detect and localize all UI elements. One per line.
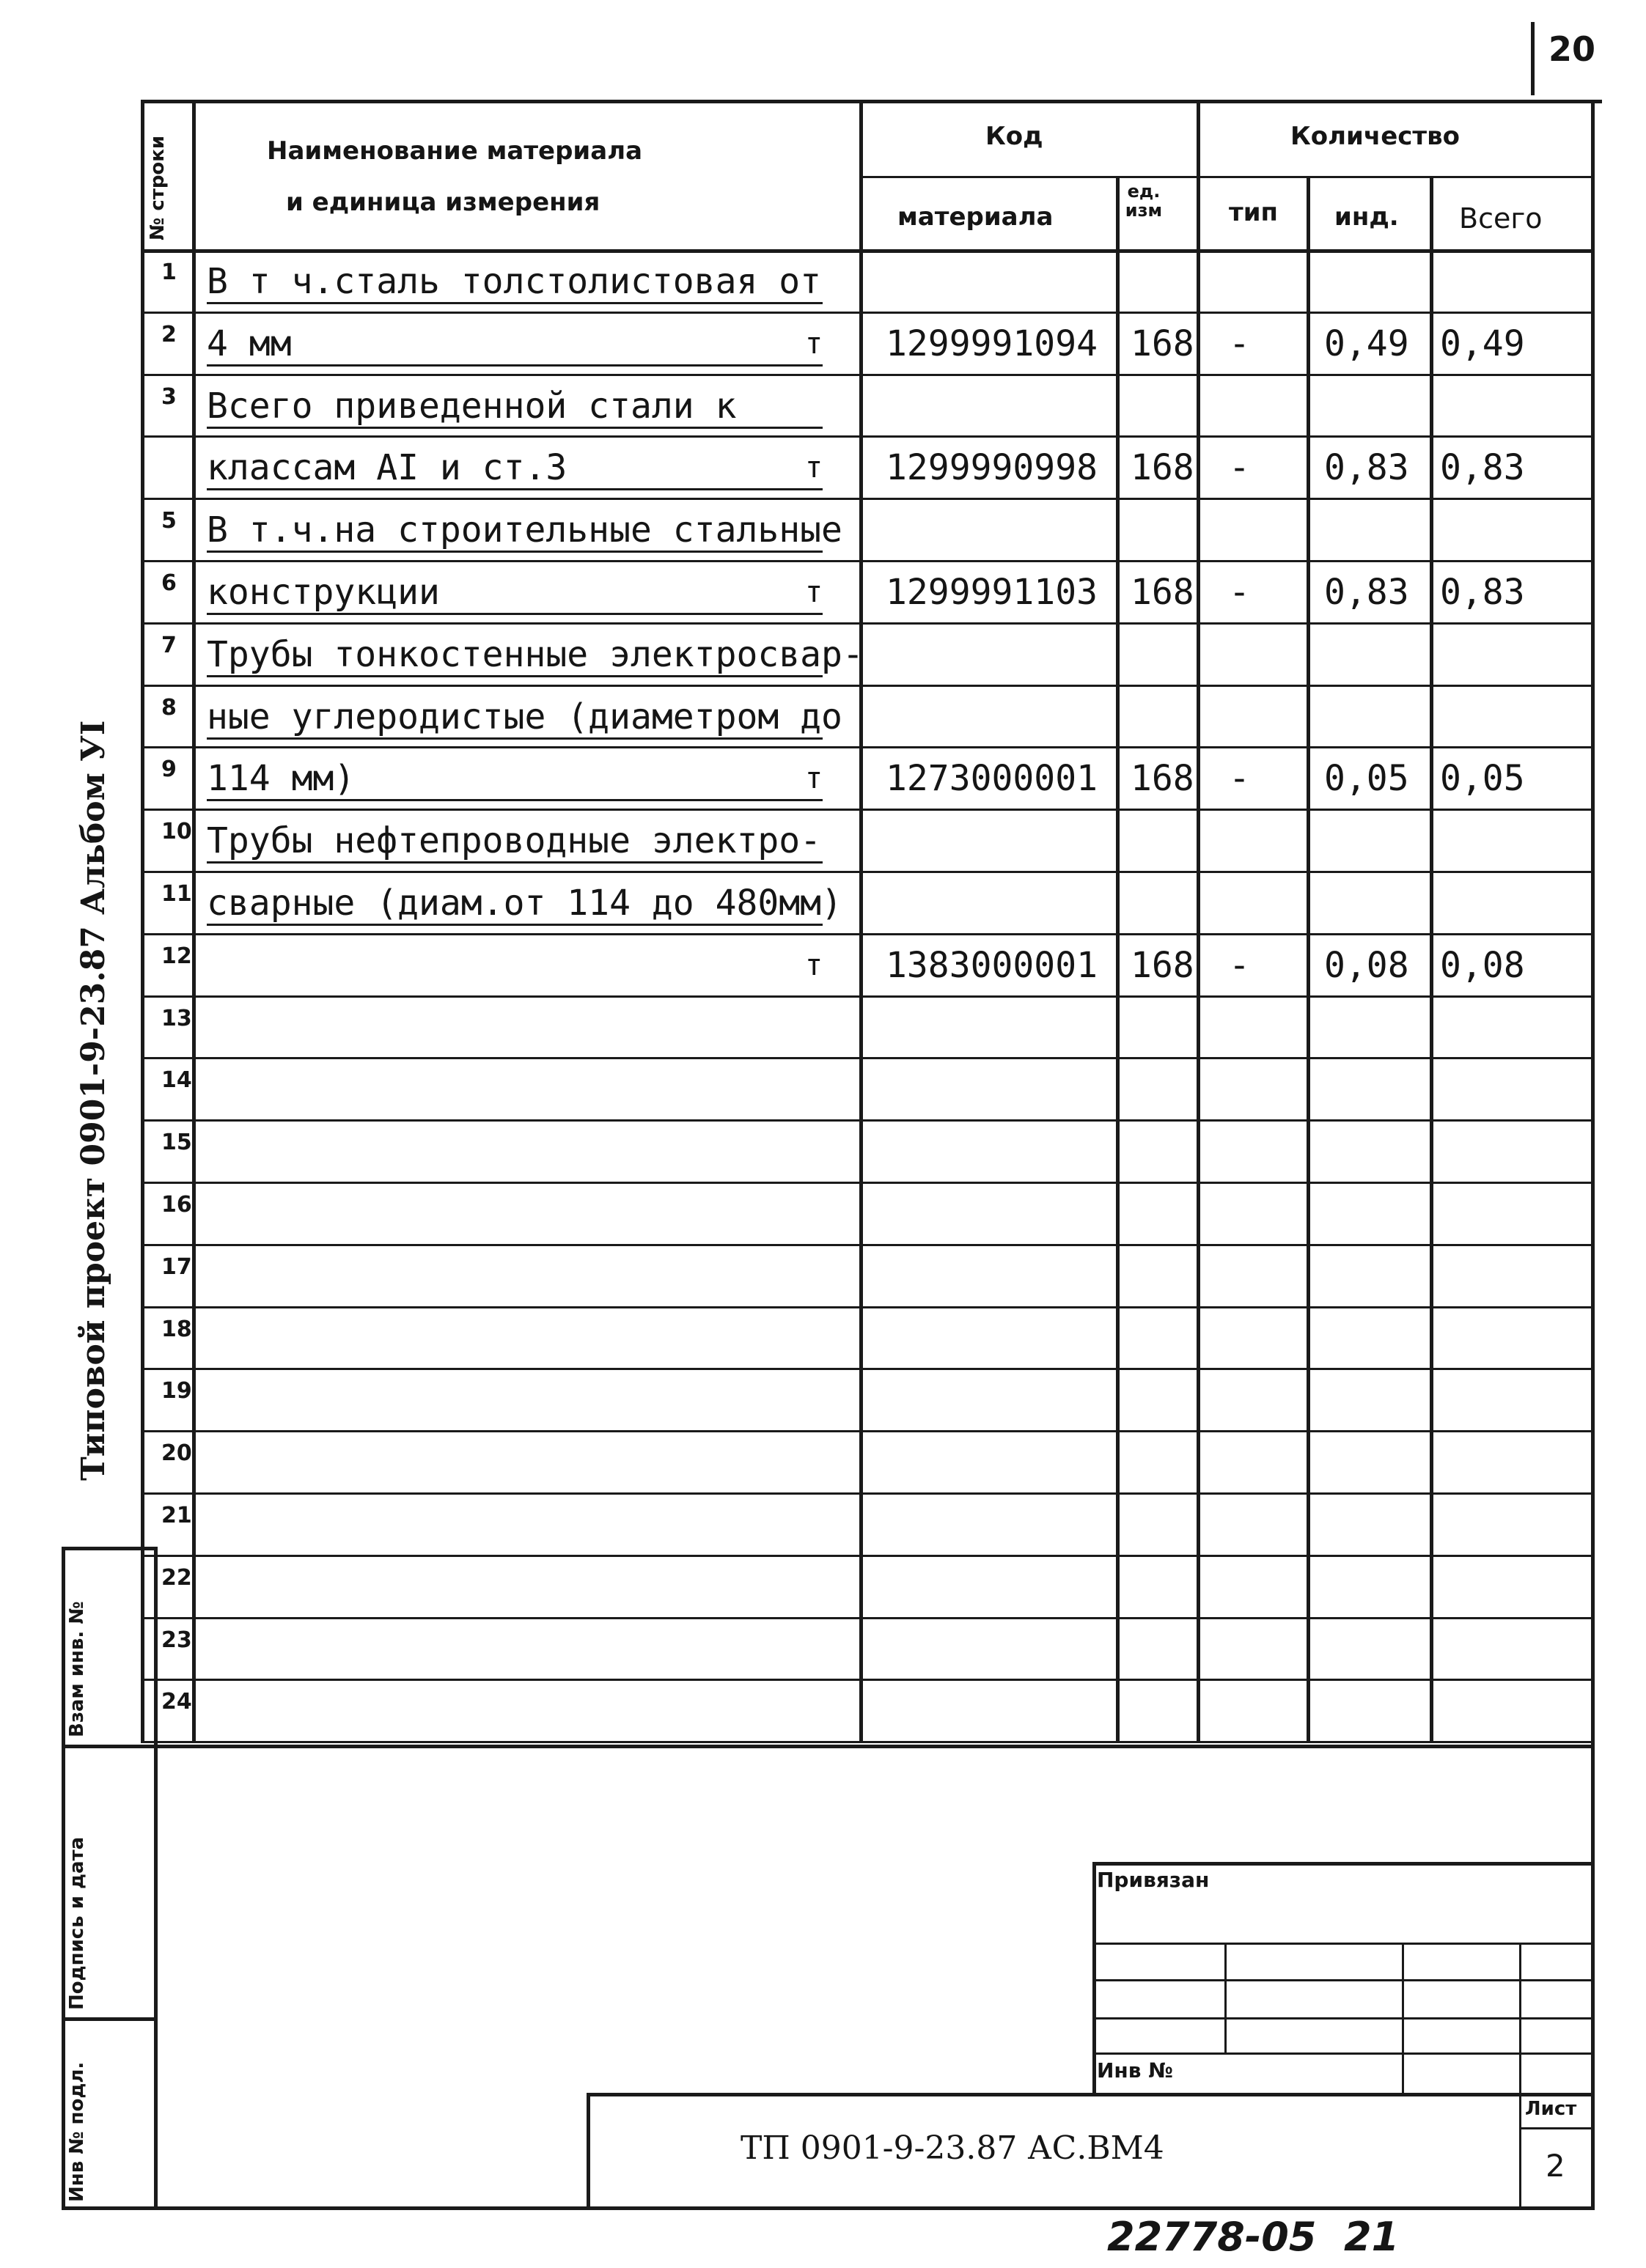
row-number: 10: [161, 819, 192, 845]
row-number: 24: [161, 1689, 192, 1715]
material-name: сварные (диам.от 114 до 480мм): [207, 883, 842, 924]
material-name: 114 мм): [207, 758, 356, 800]
cell-ed: 168: [1131, 572, 1194, 613]
header-qty-ind: инд.: [1334, 202, 1399, 232]
column-divider: [1116, 176, 1120, 1741]
name-underline: [207, 364, 823, 367]
row-divider: [141, 374, 1595, 376]
row-number: 2: [161, 321, 177, 347]
cell-type: -: [1229, 572, 1250, 613]
material-name: В т ч.сталь толстолистовая от: [207, 261, 822, 302]
column-divider: [1430, 176, 1433, 1741]
row-divider: [141, 1057, 1595, 1059]
row-divider: [141, 498, 1595, 500]
row-divider: [141, 1430, 1595, 1432]
row-number: 9: [161, 756, 177, 783]
material-name: 4 мм: [207, 323, 292, 364]
stamp-sheet-number: 2: [1546, 2148, 1565, 2184]
row-divider: [141, 622, 1595, 625]
unit-of-measure: т: [805, 326, 823, 361]
header-qty-type: тип: [1229, 198, 1279, 227]
stamp-line: [154, 1745, 1595, 1748]
row-divider: [141, 746, 1595, 748]
stamp-line: [1092, 2017, 1591, 2020]
name-underline: [207, 488, 823, 490]
name-underline: [207, 799, 823, 801]
row-divider: [141, 1182, 1595, 1184]
cell-type: -: [1229, 323, 1250, 364]
frame-right: [1591, 100, 1595, 2206]
cell-total: 0,05: [1440, 758, 1525, 800]
footer-number: 22778-05 21: [1107, 2214, 1400, 2260]
side-box-line: [62, 1745, 157, 1748]
header-code-material: материала: [897, 202, 1054, 232]
name-underline: [207, 924, 823, 926]
material-name: Всего приведенной стали к: [207, 385, 737, 427]
stamp-line: [1519, 1943, 1521, 2206]
stamp-line: [1092, 2052, 1591, 2055]
cell-ed: 168: [1131, 447, 1194, 489]
cell-code: 1299991094: [886, 323, 1098, 364]
name-underline: [207, 737, 823, 740]
header-rownum: № строки: [147, 135, 169, 240]
row-divider: [141, 1306, 1595, 1308]
stamp-line: [1092, 1979, 1591, 1981]
header-code-unit: ед. изм: [1125, 181, 1163, 221]
name-underline: [207, 675, 823, 677]
row-number: 12: [161, 943, 192, 969]
stamp-line: [587, 2093, 590, 2206]
row-number: 19: [161, 1378, 192, 1404]
row-number: 3: [161, 383, 177, 410]
cell-ind: 0,05: [1324, 758, 1409, 800]
side-title: Типовой проект 0901-9-23.87 Альбом УI: [75, 720, 112, 1481]
cell-total: 0,83: [1440, 447, 1525, 489]
page-number-divider: [1531, 22, 1535, 95]
row-number: 20: [161, 1440, 192, 1467]
header-bottom-line: [141, 249, 1595, 253]
stamp-line: [1519, 2127, 1592, 2129]
cell-code: 1383000001: [886, 944, 1098, 986]
column-divider: [859, 100, 863, 1741]
unit-of-measure: т: [805, 948, 823, 982]
row-number: 11: [161, 881, 192, 907]
material-name: В т.ч.на строительные стальные: [207, 509, 842, 551]
side-box-inv-original: Инв № подл.: [66, 2061, 88, 2202]
row-divider: [141, 312, 1595, 314]
row-number: 7: [161, 632, 177, 658]
row-divider: [141, 809, 1595, 811]
cell-code: 1273000001: [886, 758, 1098, 800]
header-name-line1: Наименование материала: [267, 136, 643, 166]
row-divider: [141, 685, 1595, 687]
material-name: классам AI и ст.3: [207, 447, 567, 489]
unit-of-measure: т: [805, 451, 823, 485]
material-name: Трубы нефтепроводные электро-: [207, 820, 822, 862]
unit-of-measure: т: [805, 575, 823, 609]
cell-ind: 0,83: [1324, 572, 1409, 613]
frame-left: [141, 100, 144, 1743]
material-name: ные углеродистые (диаметром до: [207, 696, 842, 737]
row-divider: [141, 871, 1595, 873]
stamp-sheet-label: Лист: [1525, 2098, 1577, 2120]
row-number: 15: [161, 1130, 192, 1156]
row-divider: [141, 435, 1595, 438]
row-number: 22: [161, 1564, 192, 1591]
cell-type: -: [1229, 447, 1250, 489]
column-divider: [1197, 100, 1200, 1741]
frame-top: [141, 100, 1602, 103]
row-divider: [141, 1741, 1595, 1743]
row-divider: [141, 1368, 1595, 1370]
stamp-line: [1092, 1943, 1591, 1945]
stamp-line: [1092, 1862, 1595, 1866]
unit-of-measure: т: [805, 762, 823, 796]
row-divider: [141, 1119, 1595, 1122]
cell-total: 0,83: [1440, 572, 1525, 613]
col-rownum-line: [192, 100, 196, 1743]
cell-total: 0,49: [1440, 323, 1525, 364]
cell-ed: 168: [1131, 944, 1194, 986]
row-divider: [141, 1555, 1595, 1557]
side-box-line: [62, 2017, 157, 2021]
cell-ed: 168: [1131, 758, 1194, 800]
side-box-line: [154, 1547, 158, 2206]
cell-type: -: [1229, 944, 1250, 986]
frame-bottom: [154, 2206, 1595, 2210]
name-underline: [207, 302, 823, 304]
row-divider: [141, 1244, 1595, 1246]
name-underline: [207, 613, 823, 615]
side-box-line: [62, 2206, 157, 2210]
row-number: 17: [161, 1253, 192, 1280]
stamp-line: [1224, 1943, 1227, 2052]
row-number: 13: [161, 1005, 192, 1031]
row-number: 14: [161, 1067, 192, 1094]
column-divider: [1430, 176, 1433, 249]
side-box-inv-replacement: Взам инв. №: [66, 1601, 88, 1737]
row-divider: [141, 995, 1595, 998]
material-name: конструкции: [207, 572, 440, 613]
row-divider: [141, 1492, 1595, 1495]
row-number: 16: [161, 1192, 192, 1218]
header-qty-total: Всего: [1459, 202, 1543, 235]
cell-ind: 0,49: [1324, 323, 1409, 364]
row-divider: [141, 1679, 1595, 1681]
row-divider: [141, 560, 1595, 562]
cell-code: 1299991103: [886, 572, 1098, 613]
stamp-doc-code: ТП 0901-9-23.87 АС.ВМ4: [741, 2129, 1164, 2167]
cell-ind: 0,08: [1324, 944, 1409, 986]
row-divider: [141, 933, 1595, 935]
name-underline: [207, 551, 823, 553]
row-number: 6: [161, 570, 177, 596]
cell-ind: 0,83: [1324, 447, 1409, 489]
stamp-inv-no: Инв №: [1097, 2058, 1173, 2083]
row-number: 18: [161, 1316, 192, 1342]
stamp-line: [587, 2093, 1595, 2096]
page-number: 20: [1548, 29, 1596, 69]
header-name-line2: и единица измерения: [286, 188, 600, 217]
stamp-privyazan: Привязан: [1097, 1868, 1210, 1892]
cell-code: 1299990998: [886, 447, 1098, 489]
column-divider: [1307, 176, 1310, 1741]
stamp-line: [1402, 1943, 1404, 2096]
material-name: Трубы тонкостенные электросвар-: [207, 633, 864, 675]
cell-total: 0,08: [1440, 944, 1525, 986]
row-number: 5: [161, 508, 177, 534]
header-mid-line: [859, 176, 1592, 178]
header-qty-group: Количество: [1290, 122, 1461, 151]
side-box-signature-date: Подпись и дата: [66, 1836, 88, 2010]
header-code-group: Код: [985, 122, 1043, 151]
cell-type: -: [1229, 758, 1250, 800]
cell-ed: 168: [1131, 323, 1194, 364]
row-number: 8: [161, 694, 177, 721]
row-divider: [141, 1617, 1595, 1619]
row-number: 1: [161, 259, 177, 285]
row-number: 23: [161, 1627, 192, 1653]
name-underline: [207, 861, 823, 864]
name-underline: [207, 427, 823, 429]
side-box-line: [62, 1547, 65, 2206]
row-number: 21: [161, 1503, 192, 1528]
